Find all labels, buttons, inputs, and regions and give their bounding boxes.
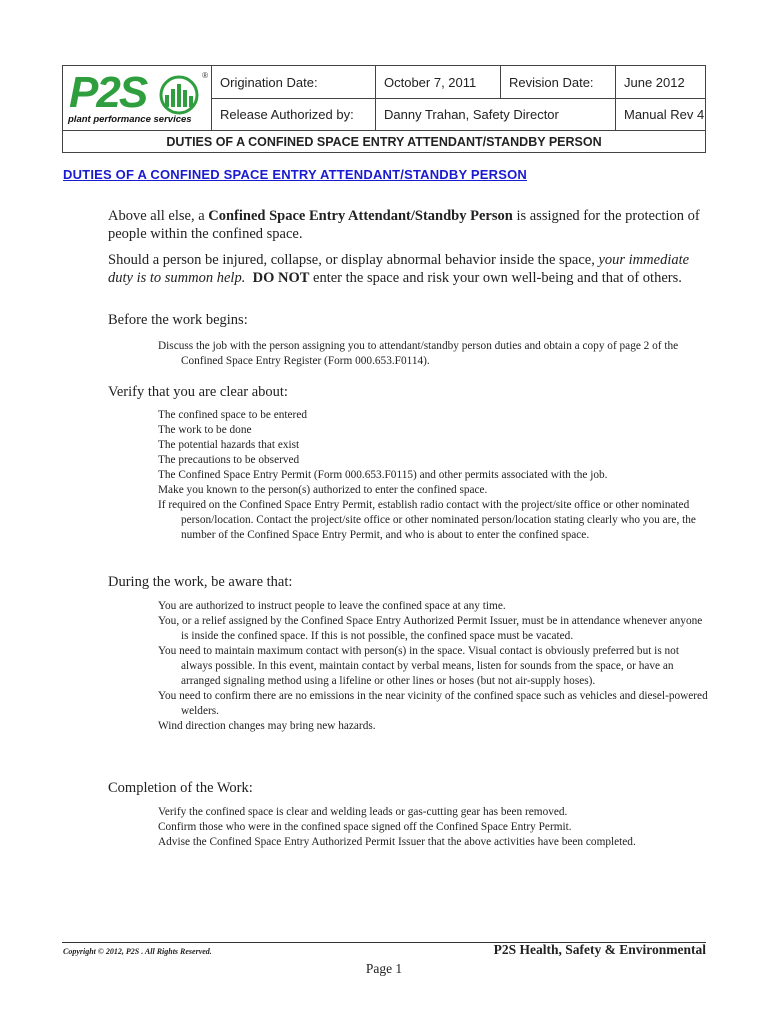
logo-tagline: plant performance services [68, 114, 192, 125]
list-item: The Confined Space Entry Permit (Form 000.653.F0115) and other permits associated with the job. [158, 469, 608, 481]
verify-heading: Verify that you are clear about: [108, 384, 288, 400]
verify-list [158, 408, 708, 543]
list-item: If required on the Confined Space Entry Permit, establish radio contact with the project/site office or other nominated person/location. Contact the project/site office or other nominated person/location stating clearly who you are, the number of the Confined Space Entry Permit, and who is about to enter the confined space. [158, 499, 696, 541]
list-item: The precautions to be observed [158, 454, 300, 466]
list-item: Make you known to the person(s) authorized to enter the confined space. [158, 484, 488, 496]
document-header [62, 65, 706, 153]
globe-icon [151, 75, 207, 115]
revision-label: Revision Date: [501, 66, 616, 99]
list-item: You, or a relief assigned by the Confined Space Entry Authorized Permit Issuer, must be in attendance whenever anyone is inside the confined space. If this is not possible, the confined space must be vacated. [158, 615, 703, 642]
list-item: You are authorized to instruct people to leave the confined space at any time. [158, 600, 506, 612]
list-item: You need to confirm there are no emissions in the near vicinity of the confined space such as vehicles and diesel-powered welders. [158, 690, 708, 717]
completion-heading: Completion of the Work: [108, 780, 253, 796]
registered-mark: ® [202, 71, 208, 80]
list-item: Confirm those who were in the confined space signed off the Confined Space Entry Permit. [158, 821, 572, 833]
release-label: Release Authorized by: [212, 99, 376, 131]
manual-rev: Manual Rev 4 [616, 99, 706, 131]
document-title: DUTIES OF A CONFINED SPACE ENTRY ATTENDANT/STANDBY PERSON [63, 167, 528, 182]
company-logo [63, 67, 211, 129]
list-item: The confined space to be entered [158, 409, 307, 421]
list-item: Wind direction changes may bring new hazards. [158, 720, 376, 732]
during-list [158, 599, 708, 734]
footer-copyright: Copyright © 2012, P2S . All Rights Reserved. [63, 947, 212, 956]
before-list [158, 339, 708, 369]
origination-value: October 7, 2011 [376, 66, 501, 99]
release-value: Danny Trahan, Safety Director [376, 99, 616, 131]
list-item: You need to maintain maximum contact with person(s) in the space. Visual contact is obviously preferred but is not always possible. In this event, maintain contact by verbal means, listen for sounds from the space, or have an arranged signaling method using a lifeline or other lines or hoses (but not air-supply hoses). [158, 645, 679, 687]
origination-label: Origination Date: [212, 66, 376, 99]
footer-brand: P2S Health, Safety & Environmental [493, 942, 706, 957]
revision-value: June 2012 [616, 66, 706, 99]
completion-list [158, 805, 708, 850]
logo-text: P2S [69, 68, 147, 117]
list-item: Advise the Confined Space Entry Authorized Permit Issuer that the above activities have been completed. [158, 836, 636, 848]
page-number: Page 1 [365, 961, 403, 976]
list-item: Verify the confined space is clear and welding leads or gas-cutting gear has been removed. [158, 806, 568, 818]
during-heading: During the work, be aware that: [108, 574, 293, 590]
list-item: Discuss the job with the person assigning you to attendant/standby person duties and obtain a copy of page 2 of the Confined Space Entry Register (Form 000.653.F0114). [158, 340, 679, 367]
list-item: The potential hazards that exist [158, 439, 300, 451]
list-item: The work to be done [158, 424, 252, 436]
logo-cell [63, 66, 212, 131]
header-title: DUTIES OF A CONFINED SPACE ENTRY ATTENDANT/STANDBY PERSON [63, 131, 706, 153]
intro-paragraph-2: Should a person be injured, collapse, or display abnormal behavior inside the space, your immediate duty is to summon help. DO NOT enter the space and risk your own well-being and that of others. [108, 252, 690, 286]
before-heading: Before the work begins: [108, 312, 248, 328]
intro-paragraph-1: Above all else, a Confined Space Entry Attendant/Standby Person is assigned for the protection of people within the confined space. [108, 208, 700, 242]
